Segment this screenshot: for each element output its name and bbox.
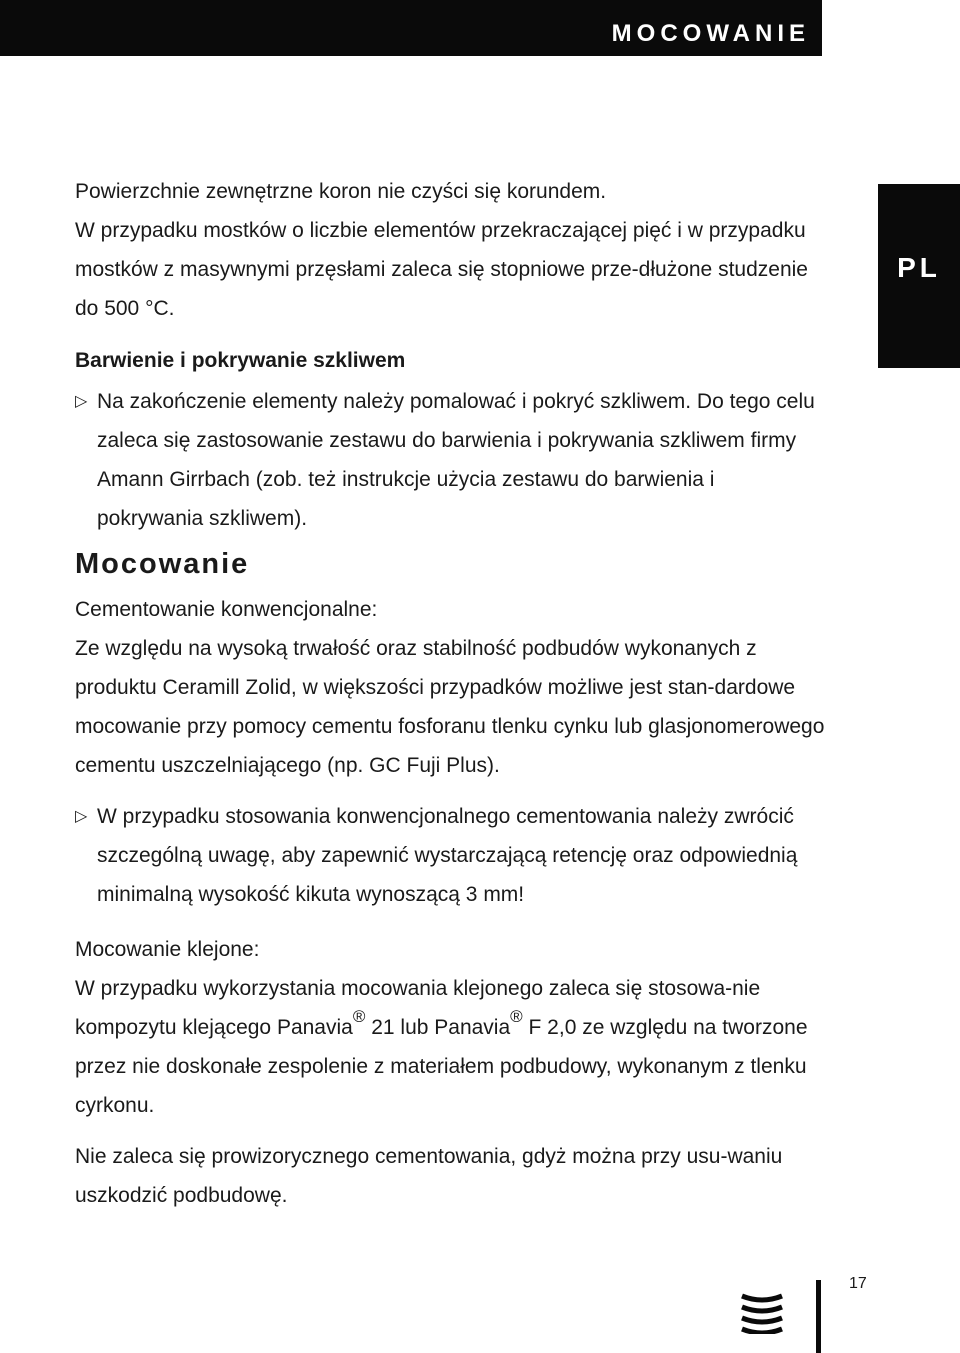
- triangle-right-outline-icon: ▷: [75, 393, 88, 410]
- language-tab: [878, 184, 960, 368]
- intro-paragraph: W przypadku mostków o liczbie elementów przekraczającej pięć i w przypadku mostków z masywnymi przęsłami zaleca się stopniowe prze-dłużone studzenie do 500 °C.: [75, 219, 808, 320]
- conventional-bullet: [75, 797, 825, 914]
- adhesive-text-part-a: W przypadku wykorzystania mocowania klejonego zaleca się stosowa-nie kompozytu klejącego Panavia: [75, 977, 761, 1039]
- intro-line: Powierzchnie zewnętrzne koron nie czyści się korundem.: [75, 180, 607, 203]
- header-title: MOCOWANIE: [611, 20, 810, 47]
- footer-rule: [816, 1280, 821, 1353]
- staining-bullet-text: Na zakończenie elementy należy pomalować i pokryć szkliwem. Do tego celu zaleca się zastosowanie zestawu do barwienia i pokrywania szkliwem firmy Amann Girrbach (zob. też instrukcje użycia zestawu do barwienia i pokrywania szkliwem).: [97, 390, 815, 530]
- staining-bullet: [75, 382, 825, 538]
- section-heading-cementing: Mocowanie: [75, 548, 250, 580]
- brand-logo-icon: [740, 1290, 784, 1334]
- staining-heading: Barwienie i pokrywanie szkliwem: [75, 349, 406, 372]
- conventional-label: Cementowanie konwencjonalne:: [75, 598, 378, 621]
- registered-mark: ®: [510, 1007, 523, 1026]
- page-number: 17: [849, 1275, 867, 1292]
- adhesive-label: Mocowanie klejone:: [75, 938, 260, 961]
- content: [75, 172, 825, 1215]
- adhesive-text-part-c: F 2,0 ze względu na tworzone przez nie doskonałe zespolenie z materiałem podbudowy, wykonanym z tlenku cyrkonu.: [75, 1016, 808, 1117]
- provisional-text: Nie zaleca się prowizorycznego cementowania, gdyż można przy usu-waniu uszkodzić podbudowę.: [75, 1145, 783, 1207]
- adhesive-text-part-b: 21 lub Panavia: [365, 1016, 511, 1039]
- header-bar: [0, 0, 822, 56]
- conventional-bullet-text: W przypadku stosowania konwencjonalnego cementowania należy zwrócić szczególną uwagę, aby zapewnić wystarczającą retencję oraz odpowiednią minimalną wysokość kikuta wynoszącą 3 mm!: [97, 805, 798, 906]
- adhesive-text: [75, 969, 825, 1125]
- registered-mark: ®: [352, 1007, 366, 1026]
- language-label: PL: [897, 252, 941, 283]
- triangle-right-outline-icon: ▷: [75, 808, 88, 825]
- conventional-text: Ze względu na wysoką trwałość oraz stabilność podbudów wykonanych z produktu Ceramill Zolid, w większości przypadków możliwe jest stan-dardowe mocowanie przy pomocy cementu fosforanu tlenku cynku lub glasjonomerowego cementu uszczelniającego (np. GC Fuji Plus).: [75, 637, 825, 777]
